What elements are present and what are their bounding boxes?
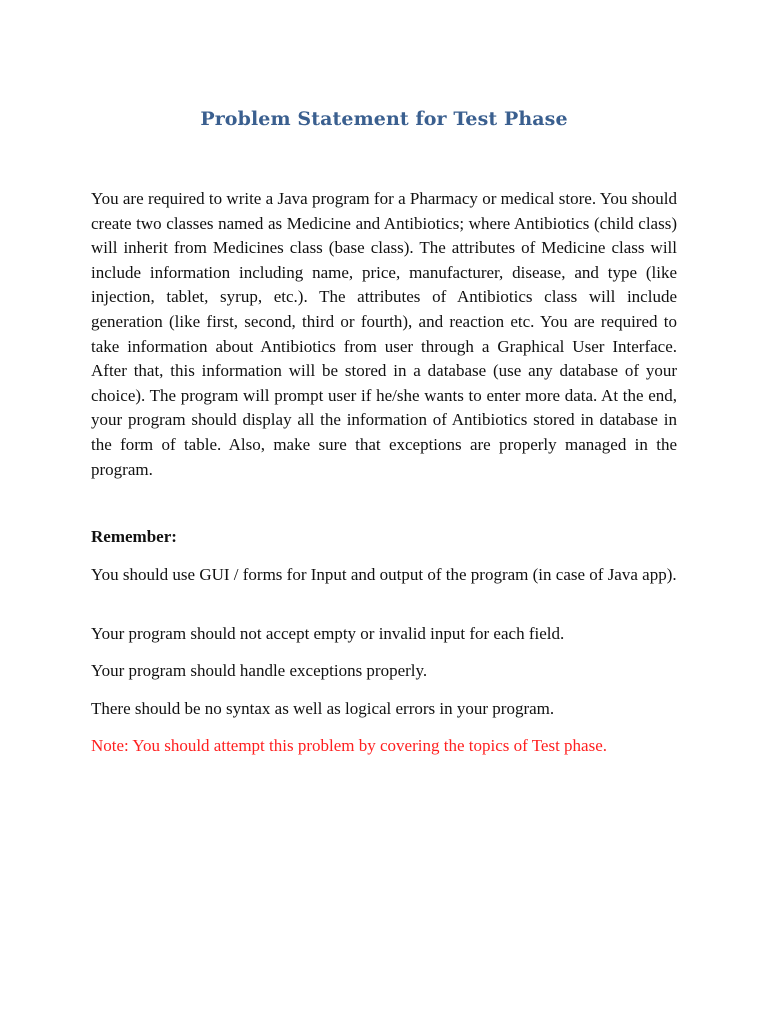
rule-gui-forms: You should use GUI / forms for Input and output of the program (in case of Java app).: [91, 565, 677, 584]
rule-exception-handling: Your program should handle exceptions properly.: [91, 661, 428, 680]
rule-no-errors: There should be no syntax as well as logical errors in your program.: [91, 699, 555, 718]
document-title: Problem Statement for Test Phase: [200, 108, 568, 130]
note-text: Note: You should attempt this problem by covering the topics of Test phase.: [91, 736, 607, 755]
remember-heading: Remember:: [91, 527, 177, 546]
rule-input-validation: Your program should not accept empty or invalid input for each field.: [91, 624, 565, 643]
problem-description: You are required to write a Java program for a Pharmacy or medical store. You should create two classes named as Medicine and Antibiotics; where Antibiotics (child class) will inherit from Medicines class (base class). The attributes of Medicine class will include information including name, price, manufacturer, disease, and type (like injection, tablet, syrup, etc.). The attributes of Antibiotics class will include generation (like first, second, third or fourth), and reaction etc. You are required to take information about Antibiotics from user through a Graphical User Interface. After that, this information will be stored in a database (use any database of your choice). The program will prompt user if he/she wants to enter more data. At the end, your program should display all the information of Antibiotics stored in database in the form of table. Also, make sure that exceptions are properly managed in the program.: [91, 189, 677, 479]
